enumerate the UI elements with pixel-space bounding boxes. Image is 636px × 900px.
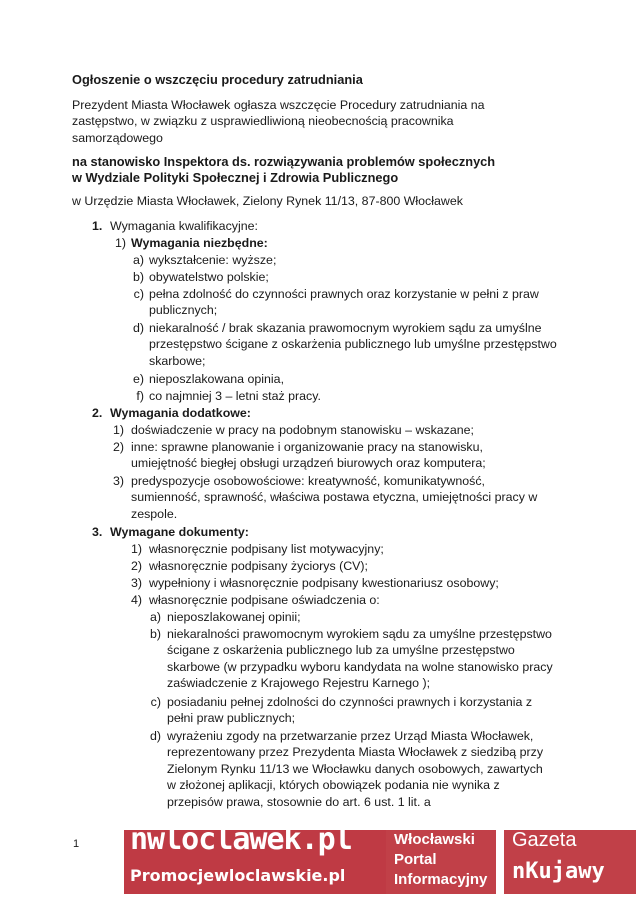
list-item: obywatelstwo polskie; (149, 270, 269, 284)
list-label: 1) (130, 542, 142, 556)
banner-portal-block (386, 830, 496, 894)
list-label: 2) (112, 440, 124, 454)
section-1-title: Wymagania kwalifikacyjne: (110, 219, 258, 233)
list-label: c) (133, 287, 144, 301)
section-3-number: 3. (92, 525, 103, 539)
page-number: 1 (73, 838, 80, 850)
banner-portal-line-3: Informacyjny (394, 871, 488, 888)
list-label: d) (149, 729, 161, 743)
list-label: b) (149, 627, 161, 641)
document-title: Ogłoszenie o wszczęciu procedury zatrudniania (72, 72, 363, 87)
section-3-title: Wymagane dokumenty: (110, 525, 249, 539)
banner-gazeta-logo: nKujawy (512, 859, 605, 884)
banner-gazeta-block (504, 830, 636, 894)
section-2-title: Wymagania dodatkowe: (110, 406, 251, 420)
list-item: niekaralność / brak skazania prawomocnym wyrokiem sądu za umyślne przestępstwo ścigane z oskarżenia publicznego lub umyślne przestępstwo skarbowe; (149, 321, 557, 368)
list-item: nieposzlakowana opinia, (149, 372, 285, 386)
section-1-sub-title: Wymagania niezbędne: (131, 236, 268, 250)
banner-site-secondary: Promocjewloclawskie.pl (130, 866, 346, 885)
intro-paragraph: Prezydent Miasta Włocławek ogłasza wszczęcie Procedury zatrudniania na zastępstwo, w związku z usprawiedliwioną nieobecnością pracownika samorządowego (72, 98, 485, 145)
banner-gazeta-title: Gazeta (512, 829, 577, 851)
list-item: wypełniony i własnoręcznie podpisany kwestionariusz osobowy; (149, 576, 499, 590)
section-2-number: 2. (92, 406, 103, 420)
banner-main-block (124, 822, 386, 894)
list-label: 3) (112, 474, 124, 488)
list-label: a) (132, 253, 144, 267)
list-item: własnoręcznie podpisane oświadczenia o: (149, 593, 380, 607)
position-line-1: na stanowisko Inspektora ds. rozwiązywania problemów społecznych (72, 154, 496, 169)
banner-site-logo: nwloclawek.pl (130, 822, 352, 857)
list-label: f) (136, 389, 144, 403)
list-item: własnoręcznie podpisany życiorys (CV); (149, 559, 368, 573)
list-item: inne: sprawne planowanie i organizowanie pracy na stanowisku, umiejętność biegłej obsługi urządzeń biurowych oraz komputera; (131, 440, 486, 471)
list-label: 1) (112, 423, 124, 437)
list-item: wykształcenie: wyższe; (149, 253, 277, 267)
section-1-sub-label: 1) (114, 236, 126, 250)
list-item: własnoręcznie podpisany list motywacyjny; (149, 542, 384, 556)
list-item: co najmniej 3 – letni staż pracy. (149, 389, 321, 403)
list-label: e) (132, 372, 144, 386)
list-label: 3) (130, 576, 142, 590)
banner-portal-line-1: Włocławski (394, 831, 475, 848)
list-item: wyrażeniu zgody na przetwarzanie przez Urząd Miasta Włocławek, reprezentowany przez Prezydenta Miasta Włocławek z siedzibą przy Zielonym Rynku 11/13 we Włocławku danych osobowych, zawartych w złożonej aplikacji, których obowiązek podania nie wynika z przepisów prawa, stosownie do art. 6 ust. 1 lit. a (167, 729, 544, 809)
banner-separator (496, 830, 504, 894)
banner-portal-line-2: Portal (394, 851, 437, 868)
list-item: predyspozycje osobowościowe: kreatywność, komunikatywność, sumienność, sprawność, właściwa postawa etyczna, umiejętności pracy w zespole. (131, 474, 538, 521)
list-item: niekaralności prawomocnym wyrokiem sądu za umyślne przestępstwo ścigane z oskarżenia publicznego lub za umyślne przestępstwo skarbowe (w przypadku wyboru kandydata na wolne stanowisko pracy zaświadczenie z Krajowego Rejestru Karnego ); (167, 627, 553, 691)
list-label: b) (132, 270, 144, 284)
list-item: posiadaniu pełnej zdolności do czynności prawnych i korzystania z pełni praw publicznych; (167, 695, 533, 726)
list-item: nieposzlakowanej opinii; (167, 610, 301, 624)
list-label: c) (150, 695, 161, 709)
position-line-2: w Wydziale Polityki Społecznej i Zdrowia Publicznego (72, 170, 399, 186)
list-label: d) (132, 321, 144, 335)
list-item: pełna zdolność do czynności prawnych oraz korzystanie w pełni z praw publicznych; (149, 287, 539, 318)
list-label: a) (149, 610, 161, 624)
section-1-number: 1. (92, 219, 103, 233)
list-item: doświadczenie w pracy na podobnym stanowisku – wskazane; (131, 423, 474, 437)
list-label: 4) (130, 593, 142, 607)
list-label: 2) (130, 559, 142, 573)
watermark-banner (124, 822, 636, 894)
office-address: w Urzędzie Miasta Włocławek, Zielony Rynek 11/13, 87-800 Włocławek (72, 194, 463, 208)
position-heading (72, 154, 572, 187)
